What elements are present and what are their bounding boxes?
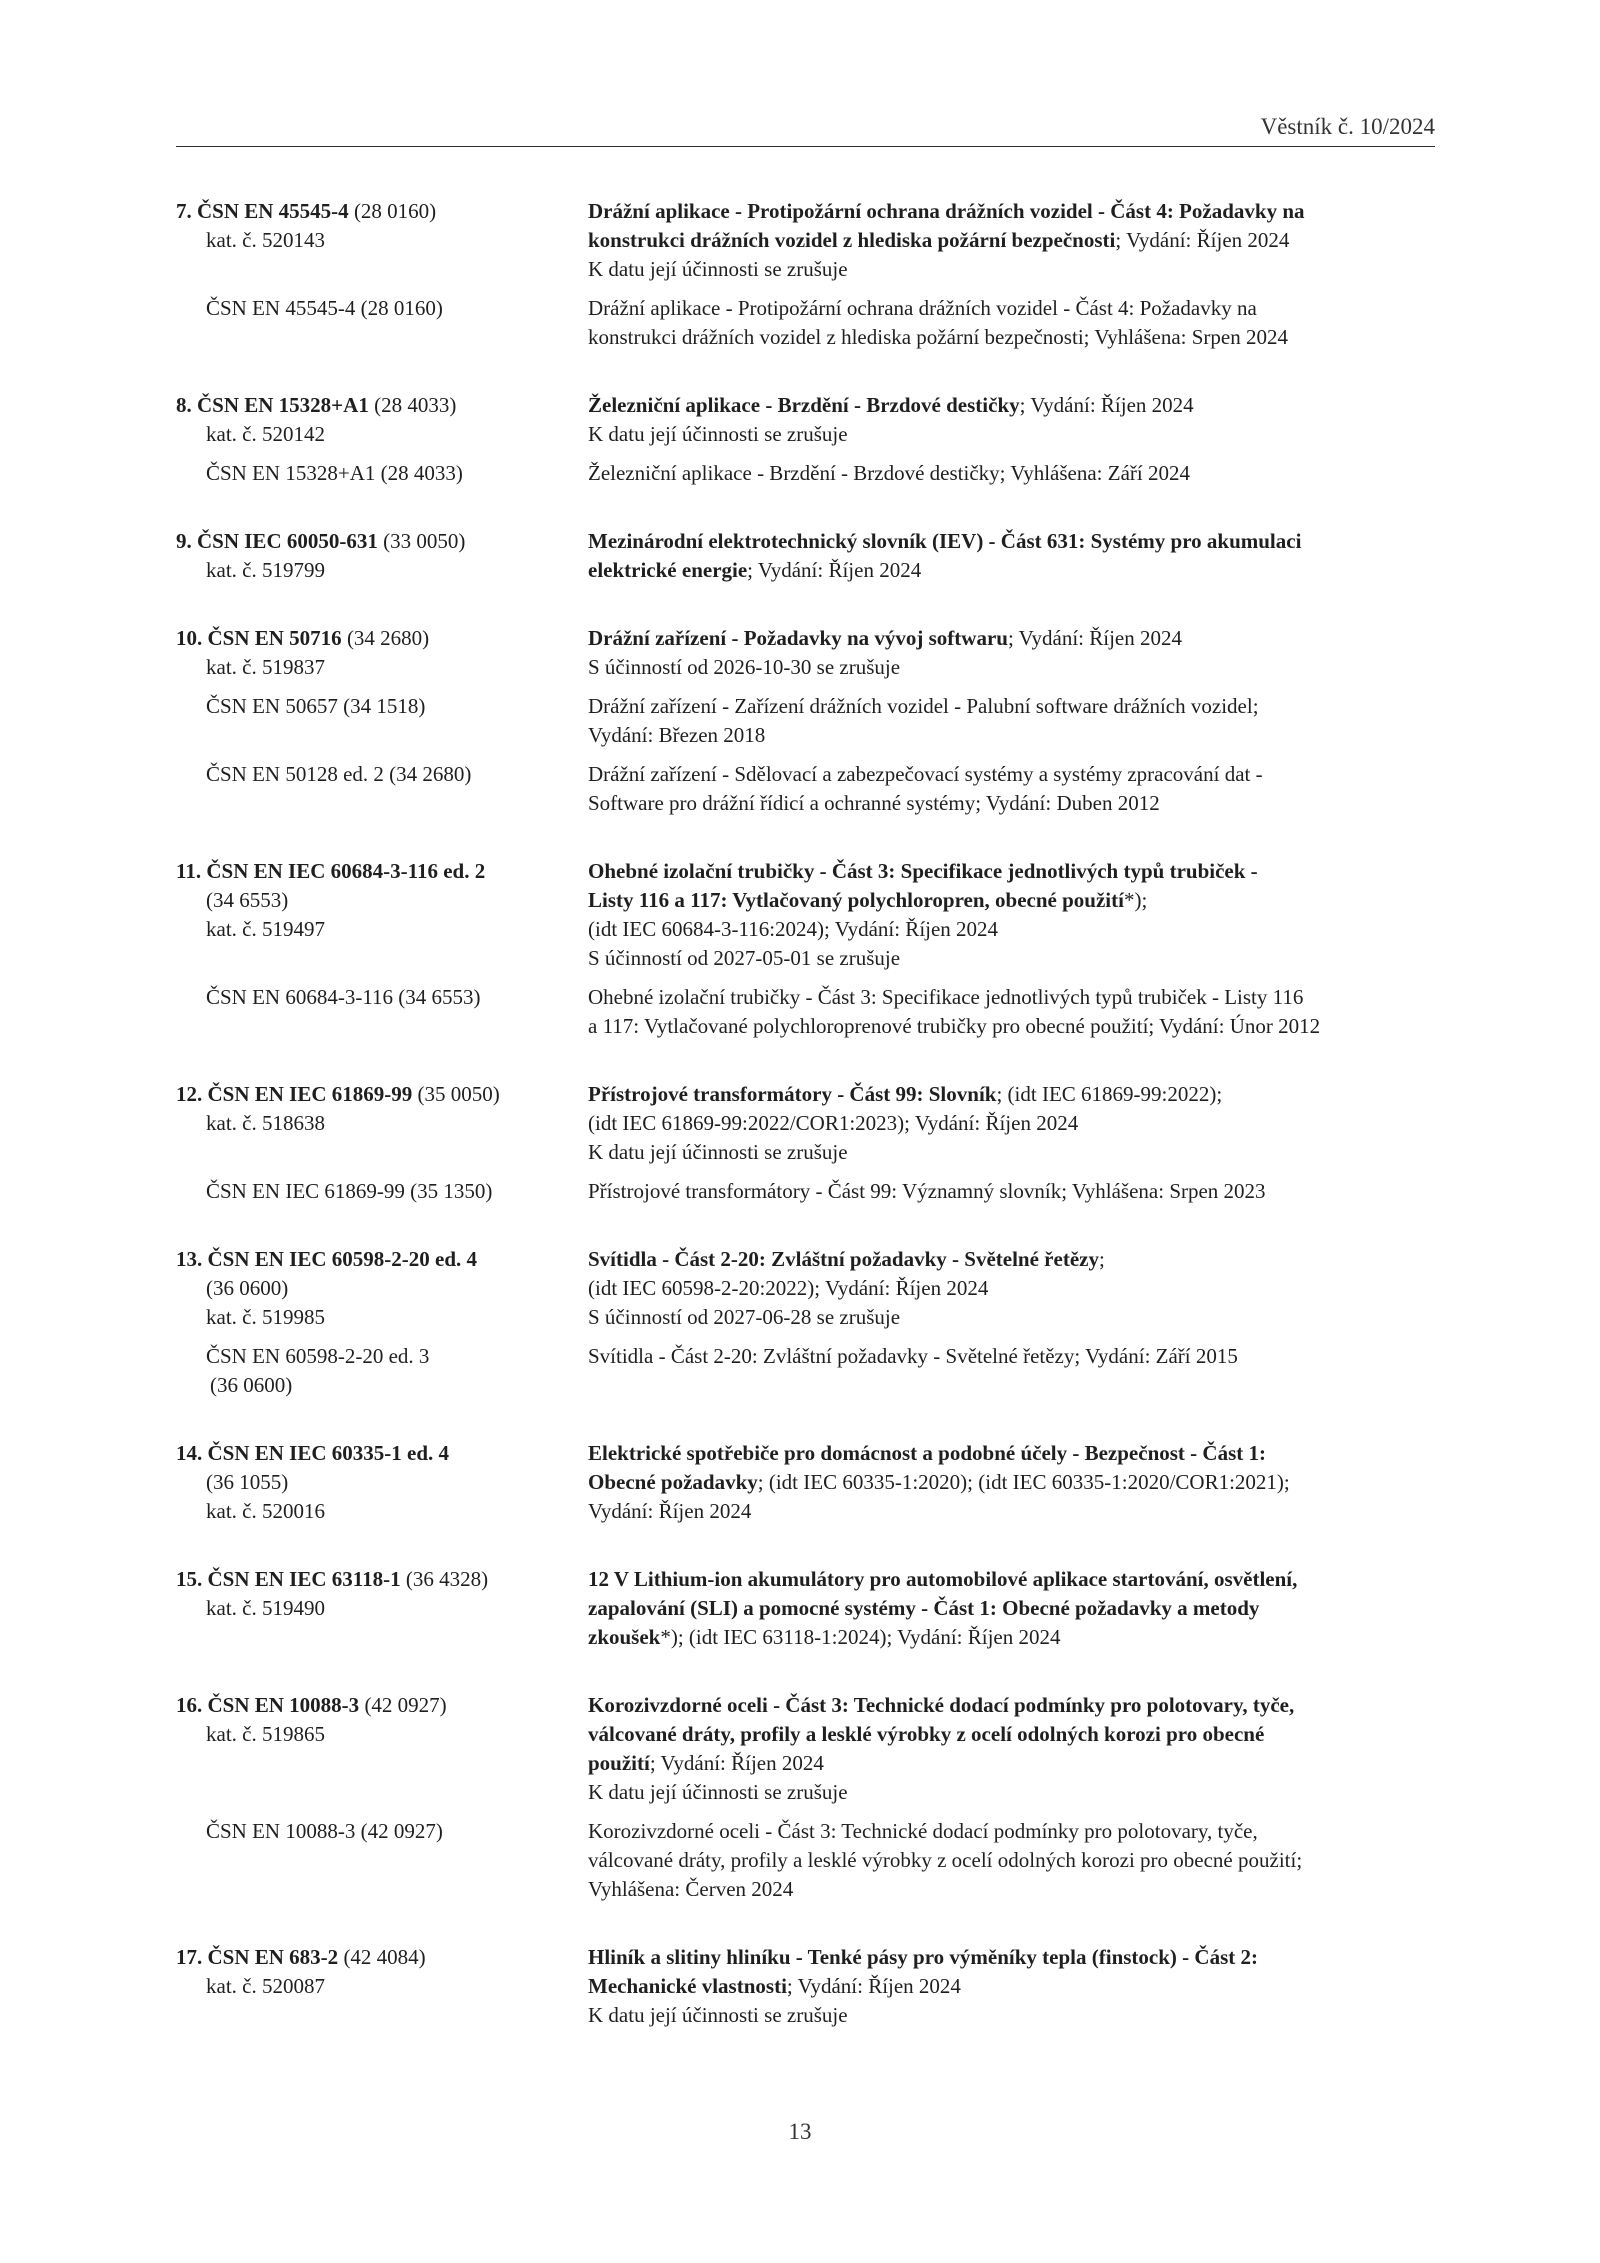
replaced-description-line: Svítidla - Část 2-20: Zvláštní požadavky - Světelné řetězy; Vydání: Září 2015 [588, 1344, 1238, 1368]
entry-number: 10. [176, 626, 203, 650]
replaced-code-line: ČSN EN IEC 61869-99 (35 1350) [206, 1179, 493, 1203]
standard-title-tail: ; Vydání: Říjen 2024 [1007, 626, 1182, 650]
standard-title-line [588, 556, 1435, 585]
standard-catalog-line: kat. č. 519865 [206, 1722, 325, 1746]
standard-code-line [176, 1439, 588, 1468]
replaced-description-line: Vydání: Březen 2018 [588, 723, 766, 747]
entry-number: 8. [176, 393, 192, 417]
standard-number-code [176, 529, 378, 553]
standard-title-tail: ; [1098, 1247, 1105, 1271]
replaced-standard-row [176, 760, 1435, 818]
standard-catalog-line: (34 6553) [206, 888, 289, 912]
standard-catalog-line: kat. č. 520143 [206, 228, 325, 252]
standard-note-line: (idt IEC 61869-99:2022/COR1:2023); Vydání: Říjen 2024 [588, 1111, 1079, 1135]
standard-title-line [588, 527, 1435, 556]
replaced-standard-code [176, 1817, 588, 1904]
standard-code: ČSN EN IEC 61869-99 [207, 1082, 413, 1106]
standard-title-line [588, 197, 1435, 226]
standard-title-line [588, 886, 1435, 915]
replaced-standard-code [176, 692, 588, 750]
replaced-standard-code [176, 983, 588, 1041]
standard-title-line [588, 1080, 1435, 1109]
entry-number: 9. [176, 529, 192, 553]
standard-entry [176, 857, 1435, 1041]
standard-title: konstrukci drážních vozidel z hlediska požární bezpečnosti [588, 228, 1116, 252]
journal-title: Věstník č. 10/2024 [1260, 114, 1435, 139]
replaced-description-line: konstrukci drážních vozidel z hlediska požární bezpečnosti; Vyhlášena: Srpen 2024 [588, 325, 1288, 349]
standard-title-line [588, 226, 1435, 255]
standard-entry [176, 624, 1435, 818]
standard-title: zkoušek [588, 1625, 661, 1649]
standard-description [588, 1245, 1435, 1332]
replaced-standard-description [588, 459, 1435, 488]
standard-catalog-line: (36 0600) [206, 1276, 289, 1300]
standard-identifier [176, 197, 588, 284]
standard-main-row [176, 1245, 1435, 1332]
standard-identifier [176, 1565, 588, 1652]
standard-entry [176, 1691, 1435, 1904]
standard-number-code [176, 1945, 338, 1969]
standard-title: Mezinárodní elektrotechnický slovník (IEV) - Část 631: Systémy pro akumulaci [588, 529, 1302, 553]
standard-number-code [176, 1567, 401, 1591]
standard-catalog-line: kat. č. 520016 [206, 1499, 325, 1523]
standard-description [588, 1565, 1435, 1652]
standard-main-row [176, 197, 1435, 284]
standard-title-tail: ; (idt IEC 61869-99:2022); [996, 1082, 1223, 1106]
page-header [176, 112, 1435, 147]
replaced-description-line: válcované dráty, profily a lesklé výrobky z ocelí odolných korozi pro obecné použití; [588, 1848, 1303, 1872]
standard-note-line: K datu její účinnosti se zrušuje [588, 1140, 848, 1164]
standard-title-line [588, 1943, 1435, 1972]
standard-title: Elektrické spotřebiče pro domácnost a podobné účely - Bezpečnost - Část 1: [588, 1441, 1266, 1465]
replaced-standard-code [176, 1177, 588, 1206]
standard-code-line [176, 197, 588, 226]
replaced-code-line: ČSN EN 45545-4 (28 0160) [206, 296, 443, 320]
standard-title-line [588, 857, 1435, 886]
standard-title: Korozivzdorné oceli - Část 3: Technické dodací podmínky pro polotovary, tyče, [588, 1693, 1295, 1717]
standard-note-line: (idt IEC 60684-3-116:2024); Vydání: Říjen 2024 [588, 917, 999, 941]
replaced-standard-row [176, 692, 1435, 750]
standard-title: elektrické energie [588, 558, 748, 582]
standard-number-code [176, 626, 342, 650]
standard-title: Železniční aplikace - Brzdění - Brzdové destičky [588, 393, 1020, 417]
standard-number-code [176, 393, 369, 417]
standard-code: ČSN EN 10088-3 [207, 1693, 360, 1717]
standard-title: válcované dráty, profily a lesklé výrobky z ocelí odolných korozi pro obecné [588, 1722, 1265, 1746]
standard-title: Listy 116 a 117: Vytlačovaný polychloropren, obecné použití [588, 888, 1124, 912]
standard-code-line [176, 1565, 588, 1594]
standard-main-row [176, 857, 1435, 973]
standard-title: Ohebné izolační trubičky - Část 3: Specifikace jednotlivých typů trubiček - [588, 859, 1258, 883]
standard-description [588, 1691, 1435, 1807]
standard-title: zapalování (SLI) a pomocné systémy - Část 1: Obecné požadavky a metody [588, 1596, 1260, 1620]
replaced-standard-description [588, 294, 1435, 352]
standard-main-row [176, 1691, 1435, 1807]
replaced-description-line: Přístrojové transformátory - Část 99: Významný slovník; Vyhlášena: Srpen 2023 [588, 1179, 1266, 1203]
standard-title-line [588, 1245, 1435, 1274]
entry-number: 16. [176, 1693, 203, 1717]
standard-code: ČSN EN 15328+A1 [197, 393, 369, 417]
standard-identifier [176, 1080, 588, 1167]
standard-note-line: K datu její účinnosti se zrušuje [588, 422, 848, 446]
replaced-standard-description [588, 1817, 1435, 1904]
standard-description [588, 527, 1435, 585]
standard-code: ČSN EN IEC 60598-2-20 ed. 4 [207, 1247, 478, 1271]
replaced-standard-row [176, 294, 1435, 352]
standard-class-code: (28 0160) [348, 199, 437, 223]
standard-description [588, 857, 1435, 973]
standard-class-code: (28 4033) [368, 393, 457, 417]
standard-number-code [176, 1693, 359, 1717]
standard-identifier [176, 1245, 588, 1332]
replaced-code-line: ČSN EN 60684-3-116 (34 6553) [206, 985, 481, 1009]
replaced-description-line: a 117: Vytlačované polychloroprenové trubičky pro obecné použití; Vydání: Únor 2012 [588, 1014, 1321, 1038]
replaced-code-line: ČSN EN 10088-3 (42 0927) [206, 1819, 443, 1843]
entry-number: 13. [176, 1247, 203, 1271]
replaced-standard-row [176, 1342, 1435, 1400]
standard-description [588, 1439, 1435, 1526]
standard-title: Drážní zařízení - Požadavky na vývoj softwaru [588, 626, 1008, 650]
standard-entry [176, 1080, 1435, 1206]
standard-number-code [176, 859, 485, 883]
standard-title-line [588, 1439, 1435, 1468]
replaced-description-line: Drážní zařízení - Zařízení drážních vozidel - Palubní software drážních vozidel; [588, 694, 1259, 718]
standard-catalog-line: kat. č. 519985 [206, 1305, 325, 1329]
standard-description [588, 197, 1435, 284]
standard-title: Svítidla - Část 2-20: Zvláštní požadavky - Světelné řetězy [588, 1247, 1099, 1271]
standard-main-row [176, 1565, 1435, 1652]
standard-title: 12 V Lithium-ion akumulátory pro automobilové aplikace startování, osvětlení, [588, 1567, 1298, 1591]
replaced-standard-code [176, 760, 588, 818]
replaced-standard-row [176, 459, 1435, 488]
standard-identifier [176, 391, 588, 449]
replaced-standard-row [176, 1817, 1435, 1904]
standard-title-line [588, 1720, 1435, 1749]
replaced-description-line: Drážní aplikace - Protipožární ochrana drážních vozidel - Část 4: Požadavky na [588, 296, 1257, 320]
standard-catalog-line: kat. č. 519497 [206, 917, 325, 941]
standard-number-code [176, 199, 349, 223]
standard-identifier [176, 1439, 588, 1526]
replaced-description-line: Železniční aplikace - Brzdění - Brzdové destičky; Vyhlášena: Září 2024 [588, 461, 1190, 485]
standard-note-line: S účinností od 2027-06-28 se zrušuje [588, 1305, 901, 1329]
standard-description [588, 1943, 1435, 2030]
standard-title: Hliník a slitiny hliníku - Tenké pásy pro výměníky tepla (finstock) - Část 2: [588, 1945, 1258, 1969]
standard-identifier [176, 1691, 588, 1807]
standard-code: ČSN EN 683-2 [207, 1945, 339, 1969]
standard-code-line [176, 527, 588, 556]
standard-catalog-line: (36 1055) [206, 1470, 289, 1494]
standard-number-code [176, 1441, 449, 1465]
standard-note-line: K datu její účinnosti se zrušuje [588, 1780, 848, 1804]
standard-identifier [176, 527, 588, 585]
standard-description [588, 1080, 1435, 1167]
standard-title-line [588, 1565, 1435, 1594]
replaced-standard-description [588, 760, 1435, 818]
replaced-code-line: ČSN EN 60598-2-20 ed. 3 [206, 1344, 430, 1368]
entry-number: 14. [176, 1441, 203, 1465]
replaced-code-line: ČSN EN 50657 (34 1518) [206, 694, 426, 718]
standard-note-line: (idt IEC 60598-2-20:2022); Vydání: Říjen 2024 [588, 1276, 989, 1300]
standard-class-code: (34 2680) [341, 626, 430, 650]
standard-title-line [588, 1594, 1435, 1623]
standard-note-line: Vydání: Říjen 2024 [588, 1499, 752, 1523]
entry-number: 7. [176, 199, 192, 223]
entry-number: 17. [176, 1945, 203, 1969]
replaced-description-line: Korozivzdorné oceli - Část 3: Technické dodací podmínky pro polotovary, tyče, [588, 1819, 1258, 1843]
standard-note-line: S účinností od 2026-10-30 se zrušuje [588, 655, 901, 679]
standard-title-line [588, 1468, 1435, 1497]
standard-identifier [176, 1943, 588, 2030]
standard-title: Obecné požadavky [588, 1470, 758, 1494]
entry-number: 12. [176, 1082, 203, 1106]
standard-code-line [176, 1691, 588, 1720]
standard-catalog-line: kat. č. 520087 [206, 1974, 325, 1998]
standard-code-line [176, 857, 588, 886]
replaced-standard-description [588, 1177, 1435, 1206]
standard-title: Přístrojové transformátory - Část 99: Slovník [588, 1082, 997, 1106]
standard-catalog-line: kat. č. 519490 [206, 1596, 325, 1620]
standard-title-tail: ; (idt IEC 60335-1:2020); (idt IEC 60335-1:2020/COR1:2021); [757, 1470, 1290, 1494]
page-number: 13 [788, 2119, 812, 2144]
replaced-description-line: Ohebné izolační trubičky - Část 3: Specifikace jednotlivých typů trubiček - Listy 116 [588, 985, 1304, 1009]
standard-title-line [588, 1623, 1435, 1652]
standard-class-code: (36 4328) [400, 1567, 489, 1591]
standard-title-line [588, 1691, 1435, 1720]
standard-title-tail: ; Vydání: Říjen 2024 [747, 558, 922, 582]
standard-entry [176, 527, 1435, 585]
entry-number: 11. [176, 859, 202, 883]
replaced-description-line: Software pro drážní řídicí a ochranné systémy; Vydání: Duben 2012 [588, 791, 1160, 815]
standard-code: ČSN EN IEC 60335-1 ed. 4 [207, 1441, 450, 1465]
standard-note-line: K datu její účinnosti se zrušuje [588, 257, 848, 281]
replaced-standard-row [176, 983, 1435, 1041]
replaced-code-line-2: (36 0600) [210, 1373, 293, 1397]
standard-title-line [588, 624, 1435, 653]
replaced-description-line: Drážní zařízení - Sdělovací a zabezpečovací systémy a systémy zpracování dat - [588, 762, 1263, 786]
standard-title-line [588, 1972, 1435, 2001]
standard-entry [176, 1439, 1435, 1526]
replaced-standard-code [176, 294, 588, 352]
standard-main-row [176, 391, 1435, 449]
standard-code: ČSN EN 45545-4 [197, 199, 349, 223]
standard-entry [176, 1245, 1435, 1400]
standard-title-tail: *); [1123, 888, 1148, 912]
standard-code: ČSN EN 50716 [207, 626, 342, 650]
replaced-standard-code [176, 459, 588, 488]
standard-main-row [176, 1439, 1435, 1526]
replaced-standard-row [176, 1177, 1435, 1206]
standard-title-tail: *); (idt IEC 63118-1:2024); Vydání: Říjen 2024 [660, 1625, 1061, 1649]
standard-title-line [588, 1749, 1435, 1778]
standard-code-line [176, 1943, 588, 1972]
standard-number-code [176, 1247, 477, 1271]
standard-title-tail: ; Vydání: Říjen 2024 [1019, 393, 1194, 417]
standard-class-code: (42 0927) [359, 1693, 447, 1717]
standards-list [176, 197, 1435, 2030]
standard-main-row [176, 624, 1435, 682]
replaced-standard-description [588, 692, 1435, 750]
replaced-description-line: Vyhlášena: Červen 2024 [588, 1877, 794, 1901]
standard-class-code: (42 4084) [338, 1945, 426, 1969]
standard-main-row [176, 1943, 1435, 2030]
replaced-standard-description [588, 983, 1435, 1041]
standard-main-row [176, 527, 1435, 585]
standard-code-line [176, 391, 588, 420]
standard-description [588, 624, 1435, 682]
standard-title: Mechanické vlastnosti [588, 1974, 787, 1998]
replaced-code-line: ČSN EN 15328+A1 (28 4033) [206, 461, 463, 485]
standard-code: ČSN EN IEC 63118-1 [207, 1567, 401, 1591]
standard-title-tail: ; Vydání: Říjen 2024 [649, 1751, 824, 1775]
standard-entry [176, 391, 1435, 488]
standard-note-line: K datu její účinnosti se zrušuje [588, 2003, 848, 2027]
standard-code-line [176, 624, 588, 653]
standard-catalog-line: kat. č. 519837 [206, 655, 325, 679]
standard-catalog-line: kat. č. 520142 [206, 422, 325, 446]
standard-code: ČSN IEC 60050-631 [197, 529, 378, 553]
entry-number: 15. [176, 1567, 203, 1591]
standard-code-line [176, 1080, 588, 1109]
replaced-standard-description [588, 1342, 1435, 1400]
standard-class-code: (35 0050) [412, 1082, 500, 1106]
standard-catalog-line: kat. č. 518638 [206, 1111, 325, 1135]
standard-title: Drážní aplikace - Protipožární ochrana drážních vozidel - Část 4: Požadavky na [588, 199, 1305, 223]
replaced-standard-code [176, 1342, 588, 1400]
standard-catalog-line: kat. č. 519799 [206, 558, 325, 582]
standard-class-code: (33 0050) [377, 529, 466, 553]
standard-identifier [176, 624, 588, 682]
standard-identifier [176, 857, 588, 973]
standard-title-line [588, 391, 1435, 420]
standard-entry [176, 1943, 1435, 2030]
standard-title-tail: ; Vydání: Říjen 2024 [1115, 228, 1290, 252]
standard-note-line: S účinností od 2027-05-01 se zrušuje [588, 946, 901, 970]
standard-description [588, 391, 1435, 449]
standard-title: použití [588, 1751, 650, 1775]
standard-main-row [176, 1080, 1435, 1167]
standard-number-code [176, 1082, 412, 1106]
standard-code: ČSN EN IEC 60684-3-116 ed. 2 [206, 859, 486, 883]
standard-code-line [176, 1245, 588, 1274]
standard-entry [176, 1565, 1435, 1652]
standard-title-tail: ; Vydání: Říjen 2024 [786, 1974, 961, 1998]
standard-entry [176, 197, 1435, 352]
replaced-code-line: ČSN EN 50128 ed. 2 (34 2680) [206, 762, 472, 786]
